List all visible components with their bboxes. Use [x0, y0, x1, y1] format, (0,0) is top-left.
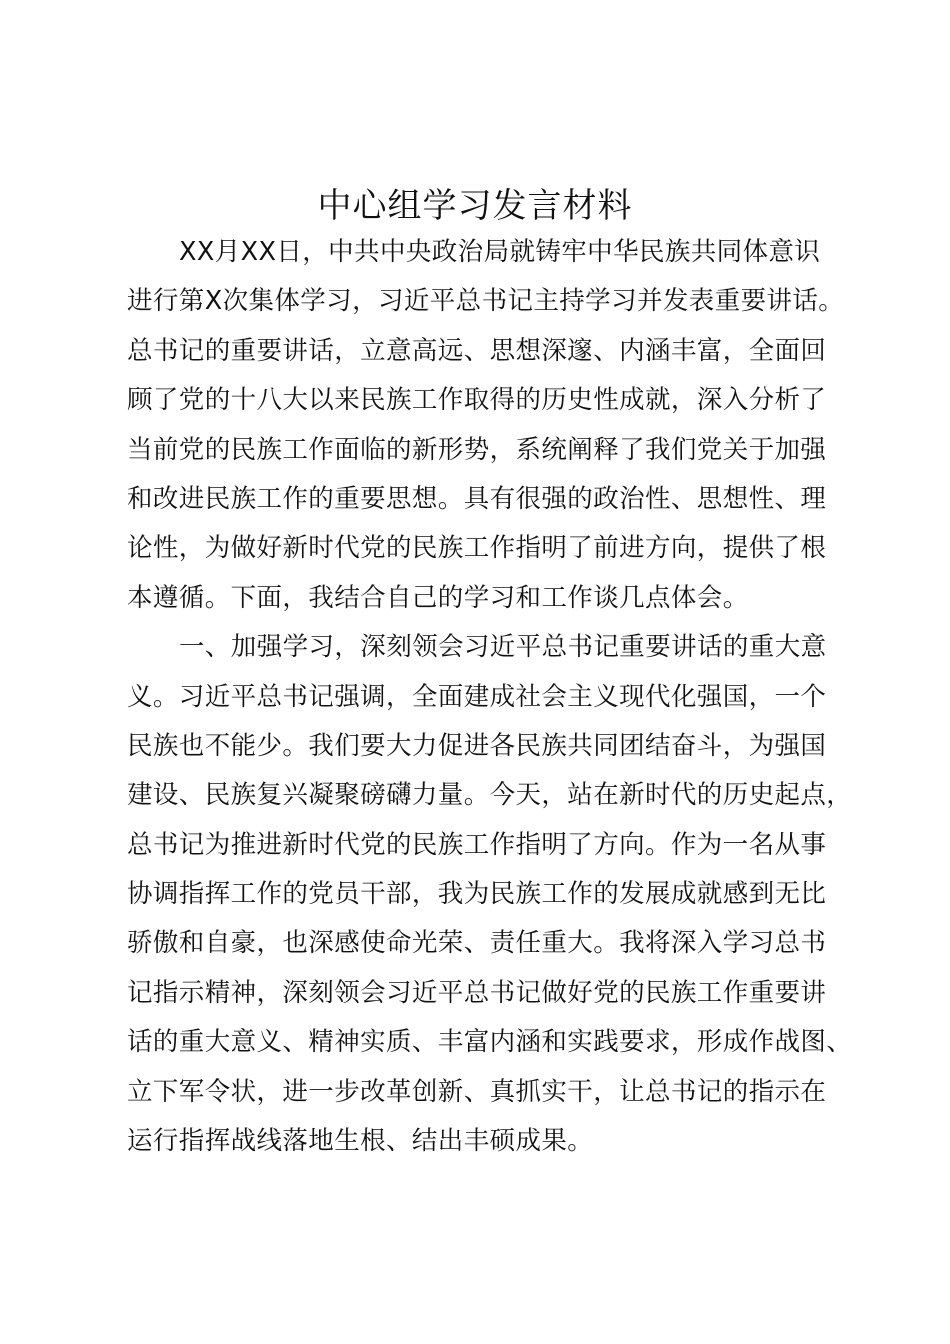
paragraph-line: 协调指挥工作的党员干部，我为民族工作的发展成就感到无比	[127, 879, 827, 910]
paragraph-line: 话的重大意义、精神实质、丰富内涵和实践要求，形成作战图、	[127, 1027, 853, 1058]
paragraph-line: 立下军令状，进一步改革创新、真抓实干，让总书记的指示在	[127, 1076, 827, 1107]
document-body	[127, 228, 853, 1166]
document-title: 中心组学习发言材料	[317, 186, 633, 226]
paragraph-line: 运行指挥战线落地生根、结出丰硕成果。	[127, 1126, 594, 1157]
paragraph-line: 民族也不能少。我们要大力促进各民族共同团结奋斗，为强国	[127, 730, 827, 761]
paragraph-line: 总书记为推进新时代党的民族工作指明了方向。作为一名从事	[127, 829, 827, 860]
paragraph-line: 进行第X次集体学习，习近平总书记主持学习并发表重要讲话。	[127, 286, 845, 317]
paragraph-line: 论性，为做好新时代党的民族工作指明了前进方向，提供了根	[127, 533, 827, 564]
paragraph-line: 和改进民族工作的重要思想。具有很强的政治性、思想性、理	[127, 483, 827, 514]
paragraph-line: 本遵循。下面，我结合自己的学习和工作谈几点体会。	[127, 582, 749, 613]
paragraph-line: 一、加强学习，深刻领会习近平总书记重要讲话的重大意	[179, 632, 827, 663]
paragraph-line: 总书记的重要讲话，立意高远、思想深邃、内涵丰富，全面回	[127, 335, 827, 366]
paragraph-line: 骄傲和自豪，也深感使命光荣、责任重大。我将深入学习总书	[127, 928, 827, 959]
paragraph-line: 顾了党的十八大以来民族工作取得的历史性成就，深入分析了	[127, 385, 827, 416]
paragraph-line: 建设、民族复兴凝聚磅礴力量。今天，站在新时代的历史起点，	[127, 780, 853, 811]
paragraph-line: XX月XX日，中共中央政治局就铸牢中华民族共同体意识	[179, 237, 821, 267]
paragraph-line: 当前党的民族工作面临的新形势，系统阐释了我们党关于加强	[127, 434, 827, 465]
paragraph-line: 义。习近平总书记强调，全面建成社会主义现代化强国，一个	[127, 681, 827, 712]
paragraph-line: 记指示精神，深刻领会习近平总书记做好党的民族工作重要讲	[127, 977, 827, 1008]
